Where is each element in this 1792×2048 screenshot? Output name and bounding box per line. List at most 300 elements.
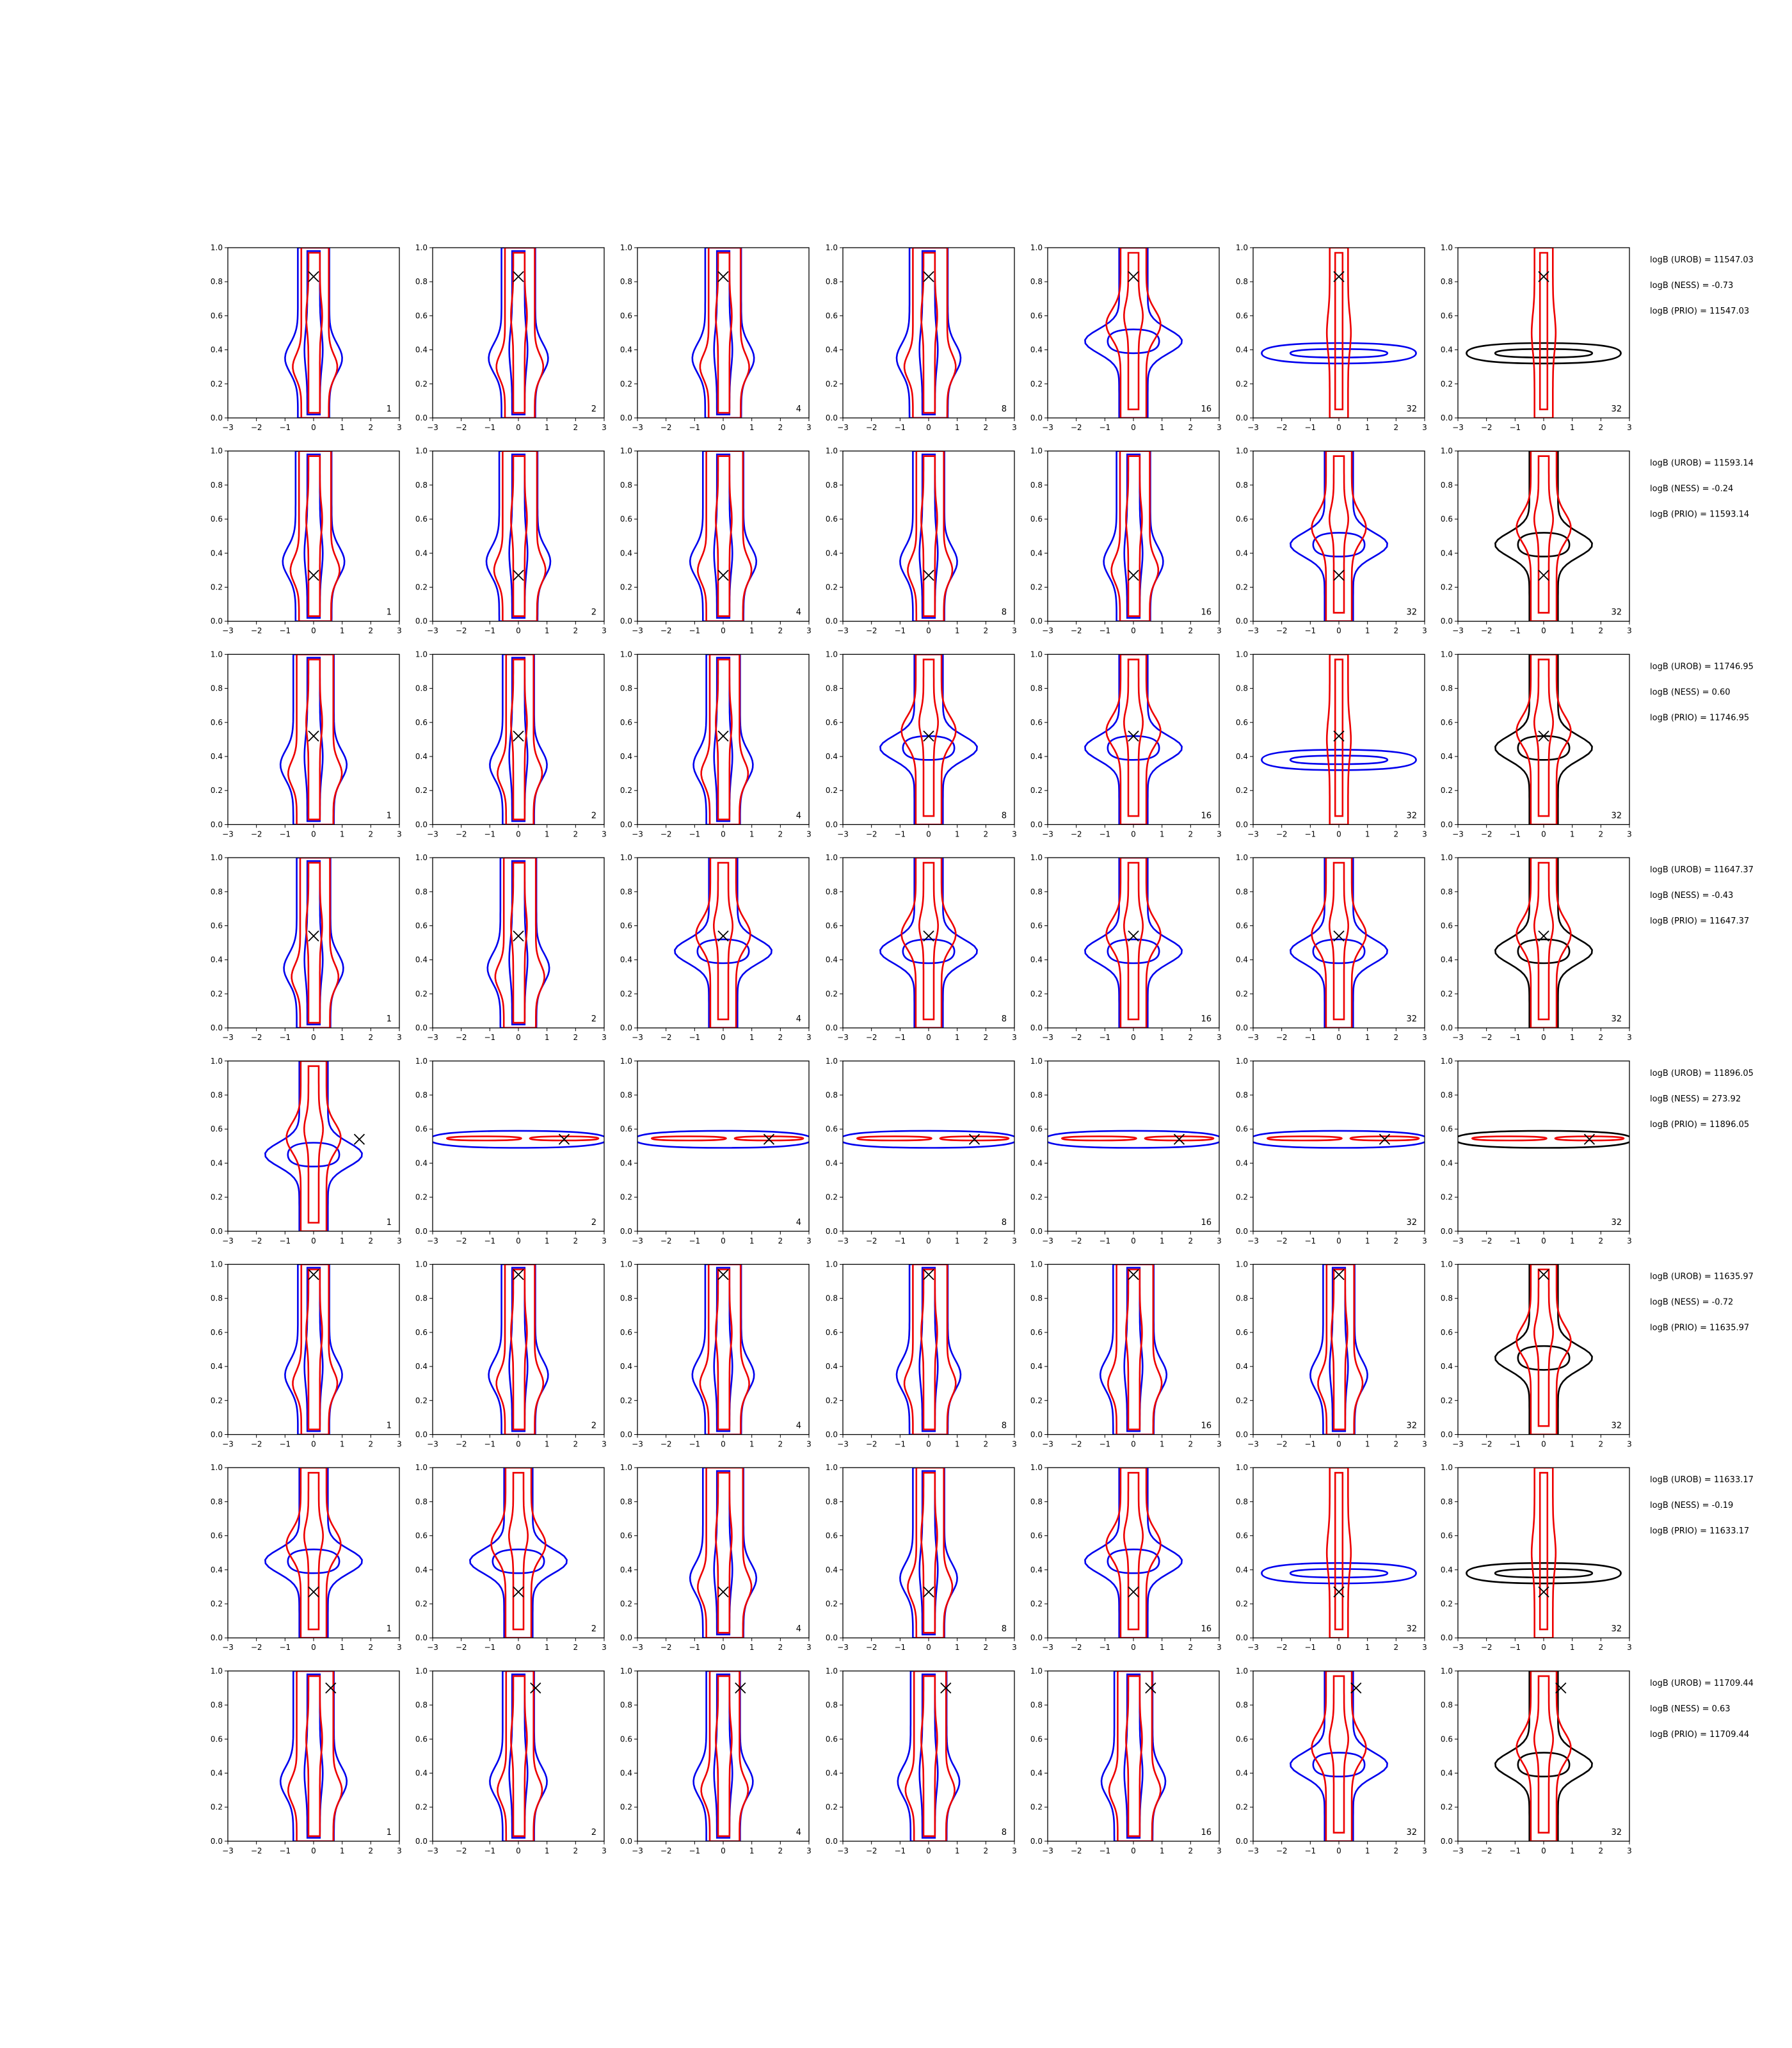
y-tick-label: 1.0 (1235, 650, 1248, 659)
x-tick-label: 1 (339, 1846, 345, 1855)
y-tick-label: 0.0 (1440, 820, 1453, 829)
y-tick-label: 0.0 (620, 820, 632, 829)
panel (620, 853, 812, 1042)
y-tick-label: 0.2 (210, 582, 223, 592)
panel (826, 650, 1017, 838)
y-tick-label: 0.2 (825, 1599, 838, 1608)
x-tick-label: 2 (983, 1439, 989, 1449)
true-value-marker (513, 1587, 524, 1597)
contour-inner (716, 1676, 732, 1836)
x-tick-label: −2 (865, 1846, 877, 1855)
panel (415, 1260, 607, 1449)
y-tick-label: 0.8 (1030, 887, 1043, 897)
contour-inner (903, 940, 954, 963)
y-tick-label: 0.6 (1440, 717, 1453, 727)
y-tick-label: 0.4 (1235, 345, 1248, 355)
x-tick-label: 3 (602, 1643, 607, 1652)
x-tick-label: −3 (222, 626, 234, 636)
y-tick-label: 0.6 (1235, 717, 1248, 727)
y-tick-label: 1.0 (415, 853, 428, 863)
panel (1441, 1057, 1633, 1245)
x-tick-label: −3 (1042, 829, 1053, 839)
y-tick-label: 0.4 (415, 1158, 428, 1168)
contour-inner (1126, 1270, 1142, 1430)
y-tick-label: 0.4 (1235, 955, 1248, 964)
panel-count-label: 32 (1406, 811, 1417, 821)
y-tick-label: 0.0 (1030, 616, 1043, 626)
contour-outer (1261, 1563, 1416, 1583)
x-tick-label: 1 (1159, 626, 1165, 636)
y-tick-label: 0.0 (1235, 1836, 1248, 1846)
x-tick-label: −3 (1042, 1236, 1053, 1245)
x-tick-label: 1 (1569, 1846, 1575, 1855)
x-tick-label: 3 (1422, 1846, 1427, 1855)
y-tick-label: 0.8 (415, 480, 428, 490)
contour-inner (306, 1676, 322, 1836)
panel-count-label: 8 (1001, 404, 1007, 414)
axes-frame (1048, 858, 1219, 1028)
contour-inner (919, 659, 938, 816)
contour-inner (716, 1270, 732, 1430)
contour-group (490, 654, 547, 824)
y-tick-label: 0.2 (1235, 582, 1248, 592)
y-tick-label: 0.2 (620, 1396, 632, 1405)
contour-outer (489, 248, 548, 418)
y-tick-label: 1.0 (1030, 1666, 1043, 1676)
axes-frame (637, 1468, 809, 1638)
x-tick-label: −2 (865, 1643, 877, 1652)
contour-outer (1085, 858, 1181, 1028)
x-tick-label: 1 (954, 829, 960, 839)
logB-annotation: logB (NESS) = 0.60 (1650, 687, 1731, 698)
y-tick-label: 0.2 (415, 1802, 428, 1812)
y-tick-label: 0.4 (1030, 345, 1043, 355)
axes-frame (1458, 1265, 1629, 1435)
x-tick-label: 2 (368, 626, 374, 636)
y-tick-label: 0.8 (415, 1700, 428, 1710)
y-tick-label: 0.2 (1030, 1802, 1043, 1812)
x-tick-label: −1 (1099, 423, 1111, 432)
contour-outer (880, 858, 977, 1028)
y-tick-label: 1.0 (1440, 650, 1453, 659)
contour-outer (1310, 1265, 1367, 1435)
x-tick-label: −1 (1099, 1643, 1111, 1652)
contour-group (690, 1468, 756, 1638)
panel (415, 1667, 607, 1855)
x-tick-label: −2 (660, 829, 672, 839)
contour-outer (675, 858, 771, 1028)
x-tick-label: 0 (926, 1033, 931, 1043)
contour-group (1495, 1671, 1592, 1841)
x-tick-label: −2 (250, 1033, 262, 1043)
x-tick-label: −3 (1452, 829, 1464, 839)
y-tick-label: 0.6 (1235, 1327, 1248, 1337)
x-tick-label: 3 (602, 1846, 607, 1855)
y-tick-label: 0.8 (620, 1293, 632, 1303)
x-tick-label: −3 (427, 423, 438, 432)
x-tick-label: 2 (1598, 1236, 1604, 1245)
y-tick-label: 0.2 (620, 989, 632, 998)
y-tick-label: 0.4 (825, 955, 838, 964)
contour-outer (292, 858, 339, 1028)
x-tick-label: 0 (1131, 1439, 1136, 1449)
y-tick-label: 0.8 (825, 277, 838, 287)
panel-count-label: 4 (796, 404, 801, 414)
contour-outer (1327, 248, 1351, 418)
y-tick-label: 0.2 (210, 786, 223, 796)
contour-inner (698, 940, 749, 963)
panel (211, 1667, 402, 1855)
x-tick-label: 3 (1627, 829, 1632, 839)
y-tick-label: 0.6 (1235, 515, 1248, 524)
x-tick-label: 2 (1598, 1439, 1604, 1449)
contour-inner (919, 863, 938, 1020)
x-tick-label: 3 (806, 1439, 812, 1449)
x-tick-label: −1 (1509, 1033, 1521, 1043)
y-tick-label: 0.2 (1030, 1599, 1043, 1608)
true-value-marker (718, 1587, 728, 1597)
y-tick-label: 0.2 (210, 1802, 223, 1812)
y-tick-label: 0.8 (1440, 887, 1453, 897)
x-tick-label: −1 (894, 626, 906, 636)
panel (826, 447, 1017, 636)
x-tick-label: −3 (1452, 1643, 1464, 1652)
panel (211, 447, 402, 636)
x-tick-label: −2 (455, 423, 467, 432)
panel-count-label: 4 (796, 1421, 801, 1431)
y-tick-label: 1.0 (1440, 1666, 1453, 1676)
x-tick-label: −1 (689, 626, 701, 636)
x-tick-label: 3 (806, 1236, 812, 1245)
contour-group (265, 1061, 362, 1231)
contour-outer (692, 248, 754, 418)
x-tick-label: 2 (1393, 1439, 1399, 1449)
x-tick-label: 1 (1364, 1439, 1370, 1449)
y-tick-label: 0.6 (210, 311, 223, 321)
y-tick-label: 0.4 (210, 1768, 223, 1778)
y-tick-label: 0.6 (1235, 1124, 1248, 1134)
x-tick-label: −1 (689, 1236, 701, 1245)
contour-inner (1495, 349, 1592, 357)
x-tick-label: −3 (222, 1236, 234, 1245)
y-tick-label: 0.0 (415, 1836, 428, 1846)
contour-outer (288, 654, 342, 824)
x-tick-label: −1 (1099, 1033, 1111, 1043)
x-tick-label: −2 (250, 1236, 262, 1245)
panel (1030, 1260, 1222, 1449)
x-tick-label: 1 (339, 1439, 345, 1449)
x-tick-label: 0 (721, 829, 726, 839)
axes-frame (1253, 1265, 1425, 1435)
x-tick-label: −3 (1247, 1439, 1259, 1449)
y-tick-label: 0.4 (210, 345, 223, 355)
y-tick-label: 1.0 (1235, 446, 1248, 456)
x-tick-label: 1 (1364, 1033, 1370, 1043)
x-tick-label: −3 (1452, 1439, 1464, 1449)
panel (1030, 650, 1222, 838)
axes-frame (228, 858, 399, 1028)
axes-frame (433, 654, 604, 824)
axes-frame (637, 248, 809, 418)
y-tick-label: 0.4 (825, 345, 838, 355)
x-tick-label: −3 (632, 1236, 643, 1245)
y-tick-label: 0.8 (1440, 1700, 1453, 1710)
x-tick-label: −2 (1480, 626, 1492, 636)
panel-count-label: 16 (1201, 1217, 1212, 1228)
y-tick-label: 0.0 (1440, 616, 1453, 626)
y-tick-label: 0.2 (825, 379, 838, 388)
y-tick-label: 0.6 (1235, 1734, 1248, 1744)
y-tick-label: 0.8 (1440, 277, 1453, 287)
x-tick-label: 0 (1541, 1439, 1546, 1449)
y-tick-label: 0.4 (620, 548, 632, 558)
x-tick-label: −1 (484, 626, 496, 636)
y-tick-label: 0.0 (415, 1023, 428, 1033)
y-tick-label: 0.2 (1235, 379, 1248, 388)
x-tick-label: 1 (1569, 1033, 1575, 1043)
contour-inner (716, 659, 732, 819)
x-tick-label: −1 (1099, 1846, 1111, 1855)
true-value-marker (718, 1269, 728, 1279)
x-tick-label: −1 (1509, 1439, 1521, 1449)
x-tick-label: 0 (1336, 1846, 1341, 1855)
x-tick-label: 2 (778, 1643, 783, 1652)
contour-outer (488, 858, 549, 1028)
y-tick-label: 0.6 (1030, 1124, 1043, 1134)
panel (1236, 853, 1427, 1042)
y-tick-label: 0.2 (620, 379, 632, 388)
contour-inner (857, 1137, 931, 1140)
y-tick-label: 1.0 (210, 446, 223, 456)
y-tick-label: 0.6 (210, 717, 223, 727)
x-tick-label: 3 (1012, 1846, 1017, 1855)
y-tick-label: 0.2 (1030, 379, 1043, 388)
y-tick-label: 0.0 (825, 1023, 838, 1033)
true-value-marker (1146, 1683, 1156, 1693)
x-tick-label: 0 (516, 1643, 521, 1652)
x-tick-label: −2 (1276, 1439, 1288, 1449)
y-tick-label: 0.2 (825, 1396, 838, 1405)
contour-inner (1534, 1270, 1553, 1427)
x-tick-label: −2 (1276, 1643, 1288, 1652)
x-tick-label: −2 (865, 829, 877, 839)
y-tick-label: 0.6 (1235, 311, 1248, 321)
x-tick-label: −2 (455, 1846, 467, 1855)
x-tick-label: −2 (455, 1033, 467, 1043)
x-tick-label: 3 (602, 829, 607, 839)
x-tick-label: −1 (894, 1643, 906, 1652)
x-tick-label: 3 (1012, 829, 1017, 839)
y-tick-label: 0.0 (210, 1836, 223, 1846)
contour-inner (1518, 532, 1569, 556)
x-tick-label: 1 (1364, 829, 1370, 839)
x-tick-label: −3 (837, 829, 849, 839)
y-tick-label: 1.0 (620, 1260, 632, 1269)
x-tick-label: 0 (1541, 1643, 1546, 1652)
x-tick-label: −1 (484, 1033, 496, 1043)
contour-outer (904, 1265, 956, 1435)
contour-inner (511, 863, 527, 1023)
y-tick-label: 0.8 (1440, 1293, 1453, 1303)
contour-outer (1495, 451, 1592, 621)
panel-count-label: 1 (386, 1827, 392, 1837)
contour-inner (1126, 456, 1142, 616)
x-tick-label: 1 (954, 1236, 960, 1245)
y-tick-label: 0.6 (1030, 717, 1043, 727)
x-tick-label: 1 (749, 626, 755, 636)
y-tick-label: 0.2 (1235, 1192, 1248, 1202)
x-tick-label: 1 (1159, 1236, 1165, 1245)
y-tick-label: 0.4 (620, 955, 632, 964)
x-tick-label: 2 (1393, 626, 1399, 636)
x-tick-label: −2 (1480, 1846, 1492, 1855)
panel-count-label: 16 (1201, 1624, 1212, 1635)
x-tick-label: 3 (397, 1439, 402, 1449)
contour-group (692, 248, 754, 418)
contour-outer (1109, 1671, 1160, 1841)
contour-outer (690, 1468, 756, 1638)
x-tick-label: −3 (1247, 1236, 1259, 1245)
x-tick-label: 1 (749, 829, 755, 839)
y-tick-label: 0.8 (620, 1091, 632, 1100)
x-tick-label: 0 (311, 626, 316, 636)
x-tick-label: −1 (894, 1033, 906, 1043)
contour-inner (1518, 1753, 1569, 1777)
x-tick-label: −2 (1480, 1439, 1492, 1449)
contour-group (880, 858, 977, 1028)
contour-inner (1518, 736, 1569, 760)
contour-group (1085, 858, 1181, 1028)
y-tick-label: 0.8 (415, 1293, 428, 1303)
x-tick-label: 0 (1541, 626, 1546, 636)
panel-count-label: 4 (796, 1014, 801, 1025)
x-tick-label: 0 (516, 1236, 521, 1245)
contour-group (489, 1265, 548, 1435)
axes-frame (1048, 1265, 1219, 1435)
panel (826, 1463, 1017, 1652)
y-tick-label: 0.2 (620, 1802, 632, 1812)
y-tick-label: 0.4 (825, 548, 838, 558)
x-tick-label: −3 (1042, 1439, 1053, 1449)
x-tick-label: 2 (573, 626, 579, 636)
contour-group (1045, 1131, 1222, 1148)
axes-frame (1048, 451, 1219, 621)
x-tick-label: 1 (1364, 423, 1370, 432)
contour-group (690, 451, 756, 621)
y-tick-label: 0.0 (1440, 413, 1453, 422)
x-tick-label: 0 (1131, 423, 1136, 432)
contour-outer (1290, 1671, 1387, 1841)
panel (620, 1057, 812, 1245)
contour-inner (1335, 659, 1343, 816)
panel-count-label: 32 (1611, 1217, 1622, 1228)
contour-inner (1495, 1569, 1592, 1578)
panel-count-label: 1 (386, 404, 392, 414)
panel (415, 447, 607, 636)
y-tick-label: 0.0 (1440, 1430, 1453, 1439)
y-tick-label: 0.4 (1440, 1768, 1453, 1778)
true-value-marker (924, 1269, 934, 1279)
y-tick-label: 0.8 (1030, 1091, 1043, 1100)
contour-inner (1329, 456, 1348, 613)
y-tick-label: 0.8 (1440, 684, 1453, 693)
y-tick-label: 0.6 (620, 311, 632, 321)
y-tick-label: 0.2 (1440, 1192, 1453, 1202)
y-tick-label: 0.6 (210, 1124, 223, 1134)
x-tick-label: 3 (1012, 1643, 1017, 1652)
contour-group (1290, 1671, 1387, 1841)
contour-outer (692, 1265, 754, 1435)
y-tick-label: 0.2 (825, 989, 838, 998)
contour-group (692, 1265, 754, 1435)
x-tick-label: 1 (544, 1236, 550, 1245)
x-tick-label: −2 (250, 626, 262, 636)
axes-frame (1458, 1468, 1629, 1638)
y-tick-label: 1.0 (1440, 1463, 1453, 1473)
x-tick-label: −3 (837, 1439, 849, 1449)
contour-group (1290, 451, 1387, 621)
x-tick-label: −3 (222, 1846, 234, 1855)
y-tick-label: 0.2 (1030, 1396, 1043, 1405)
contour-inner (1290, 756, 1388, 764)
y-tick-label: 0.8 (1235, 480, 1248, 490)
y-tick-label: 0.0 (210, 820, 223, 829)
axes-frame (1253, 1671, 1425, 1841)
panel (1030, 1667, 1222, 1855)
x-tick-label: 3 (1422, 1033, 1427, 1043)
x-tick-label: 2 (1188, 1439, 1194, 1449)
contour-group (1085, 654, 1181, 824)
x-tick-label: 1 (749, 1236, 755, 1245)
x-tick-label: 2 (1598, 1846, 1604, 1855)
axes-frame (1253, 451, 1425, 621)
x-tick-label: 0 (926, 423, 931, 432)
y-tick-label: 1.0 (415, 243, 428, 252)
y-tick-label: 0.6 (415, 515, 428, 524)
contour-inner (1124, 659, 1142, 816)
contour-outer (1104, 451, 1164, 621)
panel-count-label: 32 (1406, 1014, 1417, 1025)
y-tick-label: 0.8 (415, 1091, 428, 1100)
y-tick-label: 1.0 (210, 853, 223, 863)
y-tick-label: 0.6 (210, 1531, 223, 1540)
x-tick-label: −2 (455, 1643, 467, 1652)
x-tick-label: 2 (573, 423, 579, 432)
x-tick-label: 2 (573, 1439, 579, 1449)
x-tick-label: 2 (1188, 1643, 1194, 1652)
contour-inner (306, 659, 322, 819)
y-tick-label: 0.4 (620, 1362, 632, 1372)
panel-row (211, 447, 1754, 636)
contour-inner (1329, 863, 1348, 1020)
x-tick-label: 2 (1598, 626, 1604, 636)
contour-outer (1466, 1563, 1620, 1583)
y-tick-label: 0.0 (210, 1023, 223, 1033)
y-tick-label: 0.2 (825, 1192, 838, 1202)
panel-count-label: 4 (796, 811, 801, 821)
y-tick-label: 0.4 (210, 548, 223, 558)
x-tick-label: 0 (516, 423, 521, 432)
y-tick-label: 0.0 (825, 1226, 838, 1236)
contour-inner (921, 1473, 937, 1633)
x-tick-label: −3 (632, 1643, 643, 1652)
panel (415, 1057, 607, 1245)
x-tick-label: 0 (721, 1439, 726, 1449)
y-tick-label: 0.4 (1235, 548, 1248, 558)
contour-inner (306, 456, 322, 616)
x-tick-label: 1 (954, 1643, 960, 1652)
y-tick-label: 0.4 (1440, 1362, 1453, 1372)
